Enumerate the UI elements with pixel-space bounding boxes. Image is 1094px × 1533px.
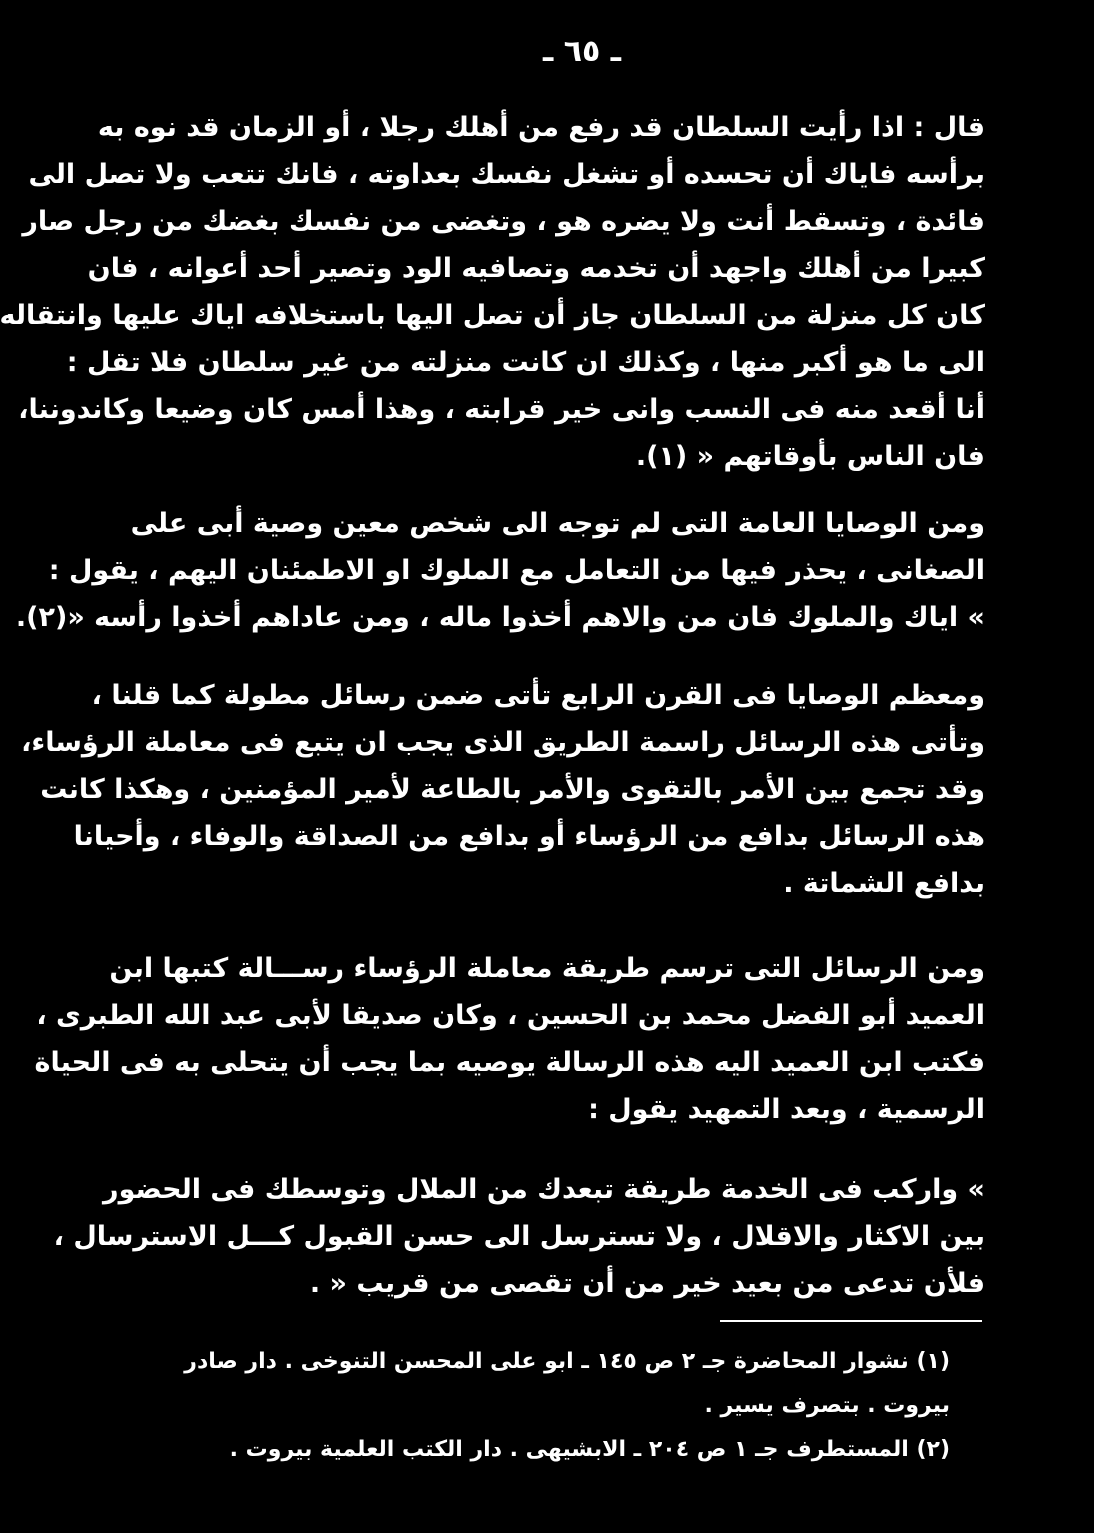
text-line: بين الاكثار والاقلال ، ولا تسترسل الى حسن القبول كـــل الاسترسال ، (53, 1221, 985, 1252)
text-line: » وارکب فى الخدمة طريقة تبعدك من الملال وتوسطك فى الحضور (103, 1174, 985, 1205)
text-line: » اياك والملوك فان من والاهم أخذوا ماله ، ومن عاداهم أخذوا رأسه «(٢). (15, 602, 985, 633)
text-line: فان الناس بأوقاتهم « (١). (635, 441, 985, 472)
text-line: كان كل منزلة من السلطان جاز أن تصل اليها باستخلافه اياك عليها وانتقاله (0, 300, 985, 331)
text-line: ومن الوصايا العامة التى لم توجه الى شخص معين وصية أبى على (130, 508, 985, 539)
paragraph-general-advice (15, 500, 985, 641)
text-line: ومعظم الوصايا فى القرن الرابع تأتى ضمن رسائل مطولة كما قلنا ، (91, 680, 985, 711)
footnote-line: (٢) المستطرف جـ ١ ص ٢٠٤ ـ الابشيهى . دار الكتب العلمية بيروت . (229, 1437, 950, 1462)
text-line: أنا أقعد منه فى النسب وانى خير قرابته ، وهذا أمس كان وضيعا وكاندوننا، (18, 394, 985, 425)
text-line: وتأتى هذه الرسائل راسمة الطريق الذى يجب ان يتبع فى معاملة الرؤساء، (21, 727, 985, 758)
text-line: كبيرا من أهلك واجهد أن تخدمه وتصافيه الود وتصير أحد أعوانه ، فان (87, 253, 985, 284)
text-line: بدافع الشماتة . (783, 868, 985, 899)
paragraph-fourth-century-letters (21, 672, 985, 907)
text-line: هذه الرسائل بدافع من الرؤساء أو بدافع من الصداقة والوفاء ، وأحيانا (73, 821, 985, 852)
footnote-line: بيروت . بتصرف يسير . (704, 1393, 950, 1418)
footnote-divider (720, 1320, 982, 1322)
text-line: العميد أبو الفضل محمد بن الحسين ، وكان صديقا لأبى عبد الله الطبرى ، (36, 1000, 985, 1031)
text-line: الى ما هو أكبر منها ، وكذلك ان كانت منزلته من غير سلطان فلا تقل : (66, 347, 985, 378)
text-line: برأسه فاياك أن تحسده أو تشغل نفسك بعداوته ، فانك تتعب ولا تصل الى (28, 159, 985, 190)
footnotes (184, 1340, 950, 1472)
page-number: ـ ٦٥ ـ (542, 34, 622, 69)
text-line: فائدة ، وتسقط أنت ولا يضره هو ، وتغضى من نفسك بغضك من رجل صار (22, 206, 985, 237)
text-line: قال : اذا رأيت السلطان قد رفع من أهلك رجلا ، أو الزمان قد نوه به (97, 112, 985, 143)
paragraph-quotation (53, 1166, 985, 1307)
paragraph-ibn-al-amid-letter (34, 945, 985, 1133)
text-line: الصغانى ، يحذر فيها من التعامل مع الملوك او الاطمئنان اليهم ، يقول : (48, 555, 985, 586)
text-line: ومن الرسائل التى ترسم طريقة معاملة الرؤساء رســـالة كتبها ابن (109, 953, 985, 984)
paragraph-advice-on-rulers (0, 104, 985, 480)
text-line: فكتب ابن العميد اليه هذه الرسالة يوصيه بما يجب أن يتحلى به فى الحياة (34, 1047, 985, 1078)
footnote-line: (١) نشوار المحاضرة جـ ٢ ص ١٤٥ ـ ابو على المحسن التنوخى . دار صادر (184, 1349, 950, 1374)
text-line: وقد تجمع بين الأمر بالتقوى والأمر بالطاعة لأمير المؤمنين ، وهكذا كانت (40, 774, 985, 805)
text-line: فلأن تدعى من بعيد خير من أن تقصى من قريب « . (309, 1268, 985, 1299)
text-line: الرسمية ، وبعد التمهيد يقول : (588, 1094, 985, 1125)
